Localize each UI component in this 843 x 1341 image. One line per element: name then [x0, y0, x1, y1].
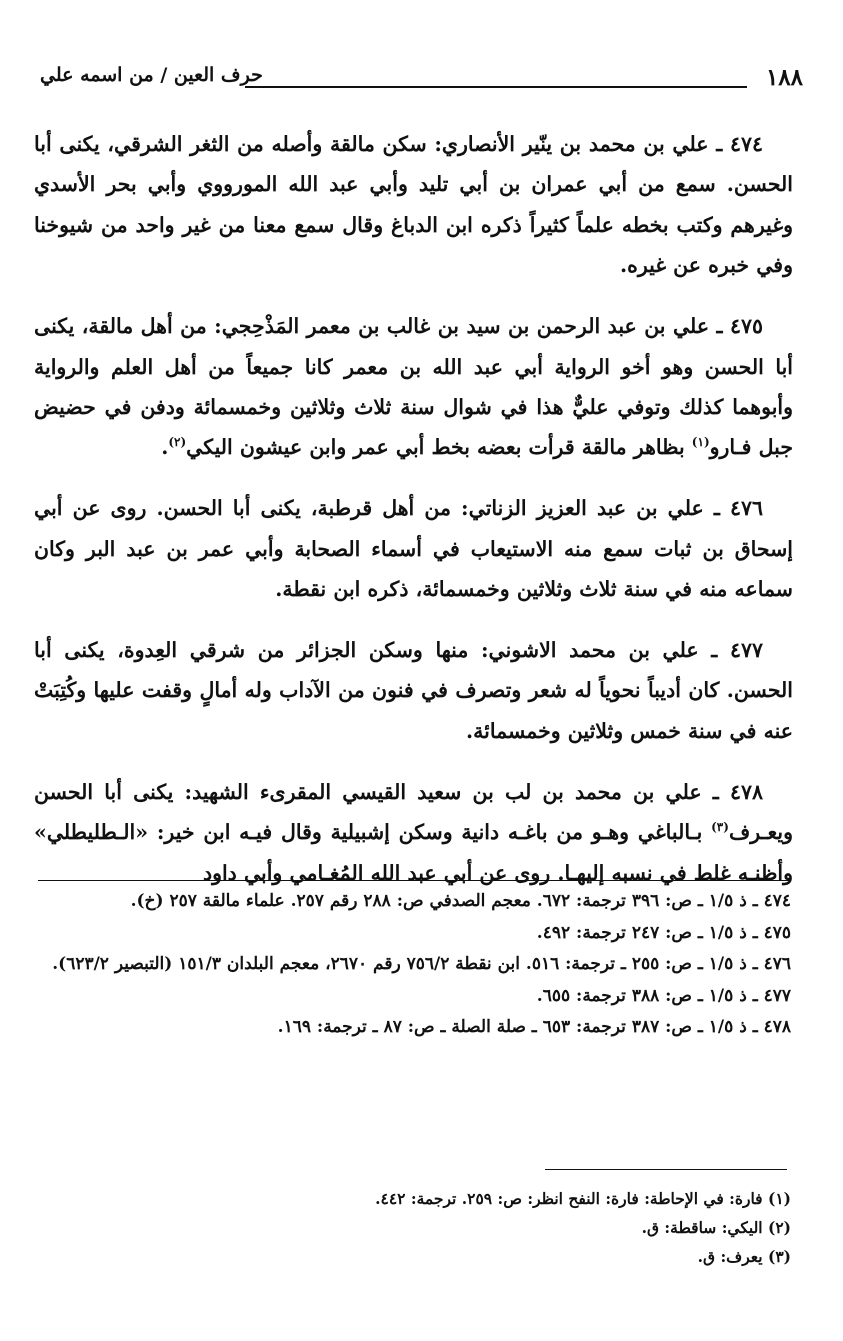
footnote-item: (٢) اليكي: ساقطة: ق.: [641, 1218, 791, 1237]
footnote-ref: (٢): [168, 435, 187, 450]
entry-number: ٤٧٤: [729, 132, 763, 156]
footnotes-list: [151, 1184, 791, 1271]
footnote-ref: (٣): [711, 820, 729, 835]
entry-478: [34, 772, 793, 893]
entry-477: [34, 630, 793, 751]
entry-475: [34, 306, 793, 468]
source-item: ٤٧٧ ـ ذ ١/٥ ـ ص: ٣٨٨ ترجمة: ٦٥٥.: [536, 985, 791, 1006]
entry-text: ـ علي بن محمد بن لب بن سعيد القيسي المقرىء الشهيد: يكنى أبا الحسن ويعـرف: [34, 779, 793, 845]
page-number: ١٨٨: [765, 64, 803, 91]
footnotes-separator: [545, 1169, 787, 1170]
entry-text: ـ علي بن عبد العزيز الزناتي: من أهل قرطبة، يكنى أبا الحسن. روى عن أبي إسحاق بن ثبات سمع منه الاستيعاب في أسماء الصحابة وأبي عمر بن عبد البر وكان سماعه منه في سنة ثلاث وثلاثين وخمسمائة، ذكره ابن نقطة.: [34, 496, 793, 602]
entry-number: ٤٧٥: [729, 314, 763, 339]
source-item: ٤٧٨ ـ ذ ١/٥ ـ ص: ٣٨٧ ترجمة: ٦٥٣ ـ صلة الصلة ـ ص: ٨٧ ـ ترجمة: ١٦٩.: [277, 1017, 791, 1037]
footnote-item: (١) فارة: في الإحاطة: فارة: النفح انظر: ص: ٢٥٩. ترجمة: ٤٤٢.: [375, 1189, 791, 1208]
entry-number: ٤٧٨: [729, 779, 763, 804]
entry-text: ـ علي بن عبد الرحمن بن سيد بن غالب بن معمر المَذْحِجي: من أهل مالقة، يكنى أبا الحسن وهو أخو الرواية أبي عبد الله بن معمر كانا جميعاً من أهل العلم والرواية وأبوهما كذلك وتوفي عليٌّ هذا في شوال سنة ثلاث وثلاثين وخمسمائة ودفن في حضيض جبل فـارو: [34, 314, 793, 460]
entry-number: ٤٧٧: [729, 637, 763, 662]
entry-text-cont: بظاهر مالقة قرأت بعضه بخط أبي عمر وابن عيشون اليكي: [186, 435, 692, 460]
entry-476: [34, 488, 793, 609]
header-rule: [245, 86, 747, 88]
page-header: [40, 60, 803, 94]
entry-text-end: .: [161, 435, 169, 460]
entry-number: ٤٧٦: [729, 496, 763, 521]
source-item: ٤٧٥ ـ ذ ١/٥ ـ ص: ٢٤٧ ترجمة: ٤٩٢.: [536, 922, 791, 943]
running-title: حرف العين / من اسمه علي: [40, 64, 263, 86]
sources-list: [30, 886, 791, 1044]
source-item: ٤٧٤ ـ ذ ١/٥ ـ ص: ٣٩٦ ترجمة: ٦٧٢. معجم الصدفي ص: ٢٨٨ رقم ٢٥٧. علماء مالقة ٢٥٧ (خ).: [130, 891, 791, 911]
sources-separator: [38, 880, 790, 881]
entry-text-cont: بـالباغي وهـو من باغـه دانية وسكن إشبيلية وقال فيـه ابن خير: «الـطليطلي» وأظنـه غلط في نسبه إليهـا. روى عن أبي عبد الله المُغـامي وأبي داود: [34, 820, 793, 885]
footnote-ref: (١): [691, 435, 710, 450]
footnote-item: (٣) يعرف: ق.: [697, 1247, 791, 1266]
entry-474: [34, 124, 793, 286]
main-text: [34, 124, 793, 906]
entry-text: ـ علي بن محمد بن ينّير الأنصاري: سكن مالقة وأصله من الثغر الشرقي، يكنى أبا الحسن. سمع من أبي عمران بن أبي تليد وأبي عبد الله المورووي وأبي بحر الأسدي وغيرهم وكتب بخطه علماً كثيراً ذكره ابن الدباغ وقال سمع معنا من غير واحد من شيوخنا وفي خبره عن غيره.: [34, 132, 793, 278]
entry-text: ـ علي بن محمد الاشوني: منها وسكن الجزائر من شرقي العِدوة، يكنى أبا الحسن. كان أديباً نحوياً له شعر وتصرف في فنون من الآداب وله أمالٍ وقفت عليها وكُتِبَتْ عنه في سنة خمس وثلاثين وخمسمائة.: [34, 637, 793, 743]
source-item: ٤٧٦ ـ ذ ١/٥ ـ ص: ٢٥٥ ـ ترجمة: ٥١٦. ابن نقطة ٧٥٦/٢ رقم ٢٦٧٠، معجم البلدان ١٥١/٣ (التبصير ٦٢٣/٢).: [52, 954, 791, 974]
